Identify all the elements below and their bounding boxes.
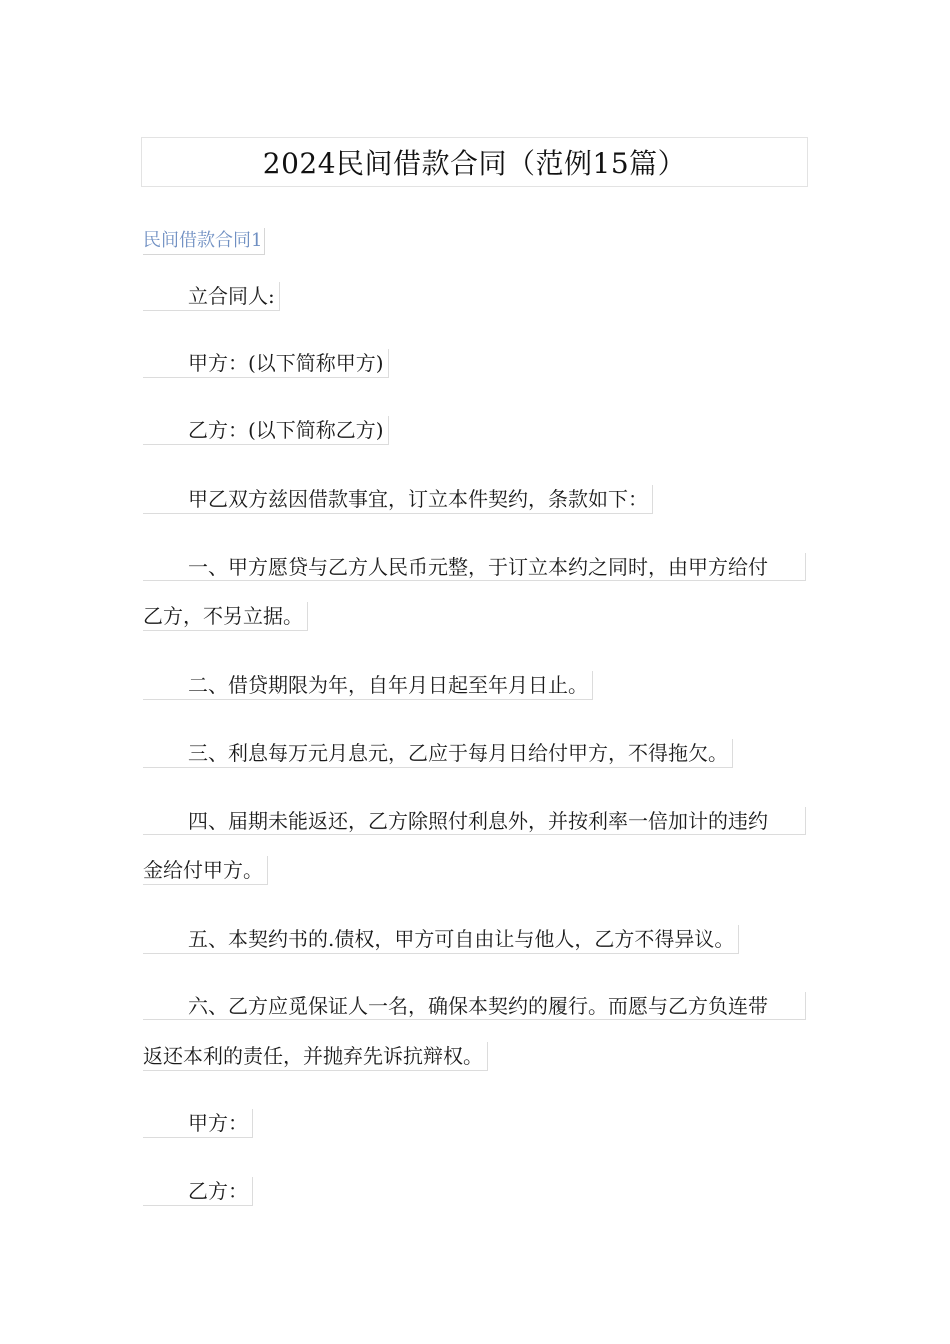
clause-3: 三、利息每万元月息元，乙应于每月日给付甲方，不得拖欠。 — [143, 739, 733, 768]
clause-6-line-1: 六、乙方应觅保证人一名，确保本契约的履行。而愿与乙方负连带 — [143, 992, 806, 1020]
document-title: 2024民间借款合同（范例15篇） — [141, 137, 808, 187]
clause-5: 五、本契约书的.债权，甲方可自由让与他人，乙方不得异议。 — [143, 925, 739, 954]
clause-2: 二、借贷期限为年，自年月日起至年月日止。 — [143, 671, 593, 700]
signature-party-b: 乙方： — [143, 1177, 253, 1206]
clause-4-line-1: 四、届期未能返还，乙方除照付利息外，并按利率一倍加计的违约 — [143, 807, 806, 835]
paragraph-parties-intro: 立合同人: — [143, 282, 280, 311]
section-heading-link[interactable]: 民间借款合同1 — [143, 228, 265, 255]
signature-party-a: 甲方： — [143, 1109, 253, 1138]
paragraph-party-a: 甲方：(以下简称甲方) — [143, 349, 389, 378]
clause-1-line-2: 乙方，不另立据。 — [143, 602, 308, 631]
paragraph-preamble: 甲乙双方兹因借款事宜，订立本件契约，条款如下： — [143, 485, 653, 514]
clause-4-line-2: 金给付甲方。 — [143, 856, 268, 885]
clause-1-line-1: 一、甲方愿贷与乙方人民币元整，于订立本约之同时，由甲方给付 — [143, 553, 806, 581]
paragraph-party-b: 乙方：(以下简称乙方) — [143, 416, 389, 445]
clause-6-line-2: 返还本利的责任，并抛弃先诉抗辩权。 — [143, 1042, 488, 1071]
